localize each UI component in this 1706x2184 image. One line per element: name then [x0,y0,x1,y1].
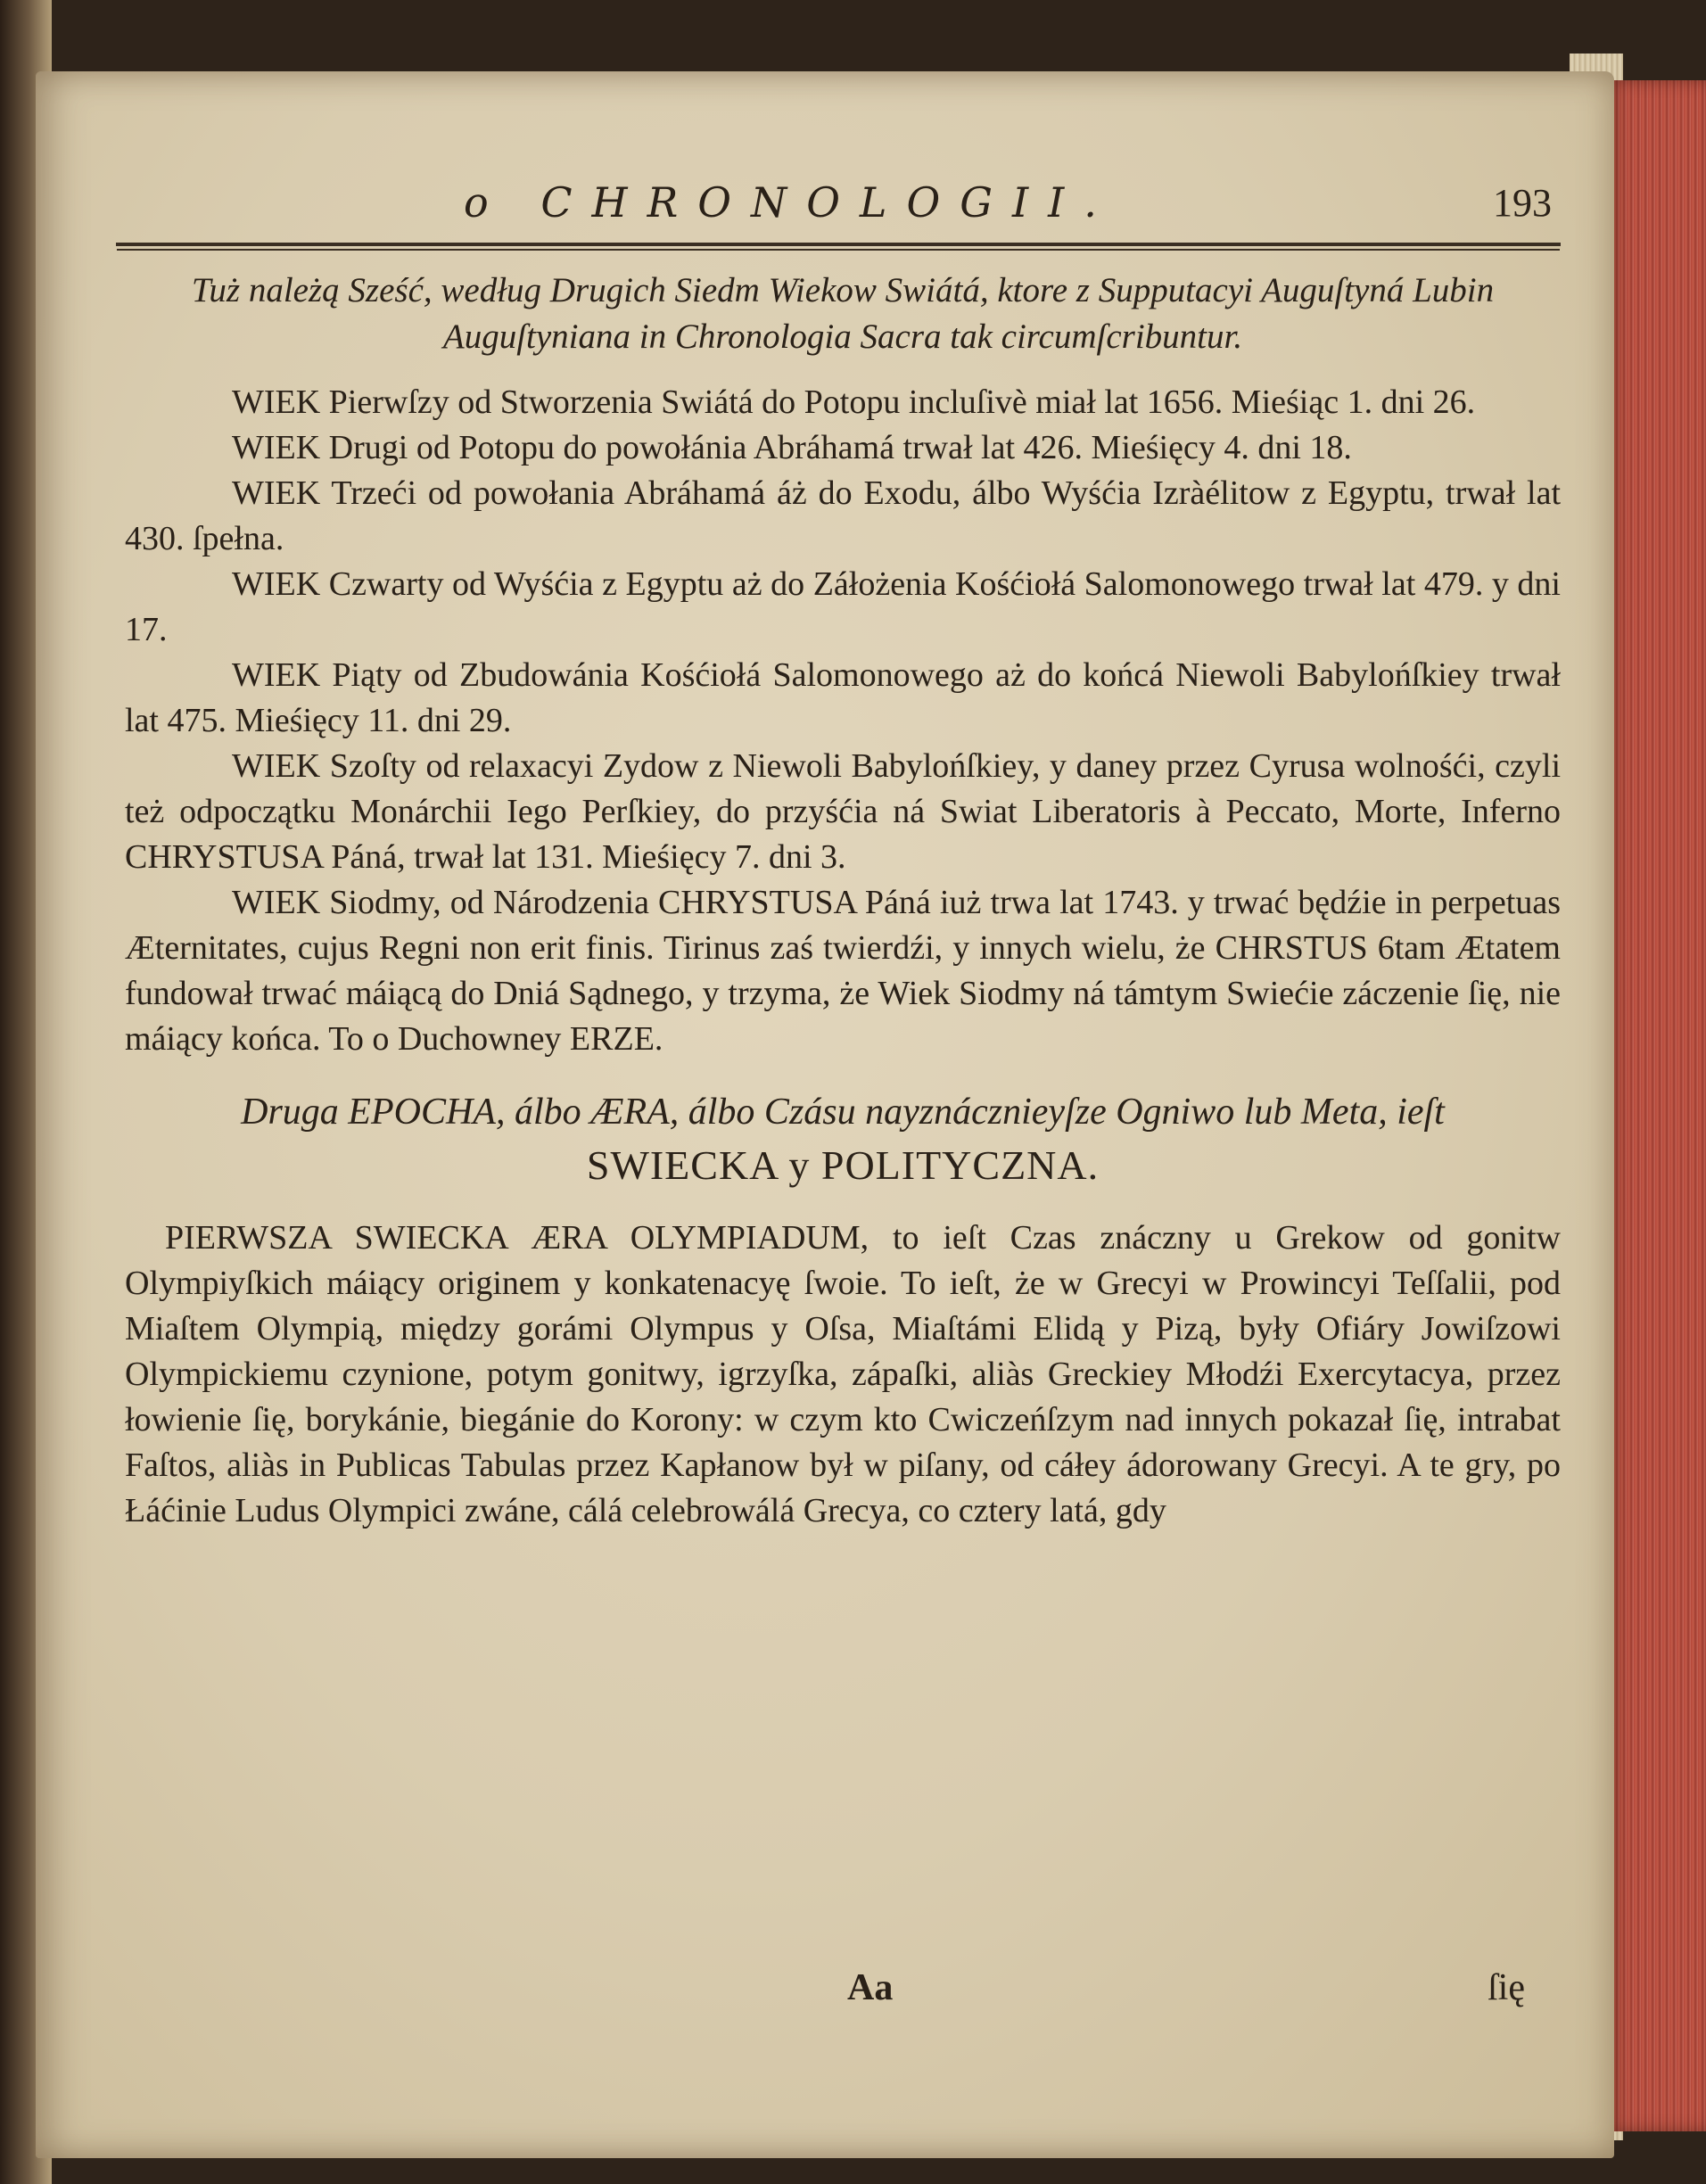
catchword: ſię [1488,1967,1525,2008]
ages-list [125,380,1561,1062]
age-entry-5: WIEK Piąty od Zbudowánia Kośćiołá Salomonowego aż do końcá Niewoli Babylońſkiey trwał lat 475. Mieśięcy 11. dni 29. [125,656,1561,739]
running-title: o CHRONOLOGII. [464,178,1117,227]
intro-paragraph: Tuż należą Sześć, według Drugich Siedm Wiekow Swiátá, ktore z Supputacyi Auguſtyná Lubin Auguſtyniana in Chronologia Sacra tak circumſcribuntur. [191,271,1495,356]
age-entry-7: WIEK Siodmy, od Národzenia CHRYSTUSA Páná iuż trwa lat 1743. y trwać będźie in perpetuas Æternitates, cujus Regni non erit finis. Tirinus zaś twierdźi, y innych wielu, że CHRSTUS 6tam Ætatem fundował trwać máiącą do Dniá Sądnego, y trzyma, że Wiek Siodmy ná támtym Swiećie záczenie ſię, nie máiący końca. To o Duchowney ERZE. [125,884,1561,1058]
age-entry-6: WIEK Szoſty od relaxacyi Zydow z Niewoli Babylońſkiey, y daney przez Cyrusa wolnośći, czyli też odpoczątku Monárchii Iego Perſkiey, do przyśćia ná Swiat Liberatoris à Peccato, Morte, Inferno CHRYSTUSA Páná, trwał lat 131. Mieśięcy 7. dni 3. [125,747,1561,876]
header-rule [116,243,1561,246]
signature-mark: Aa [847,1967,894,2008]
page-footer [125,1966,1561,2020]
epoch-heading [161,1085,1525,1194]
page-number: 193 [1493,181,1552,225]
age-entry-4: WIEK Czwarty od Wyśćia z Egyptu aż do Záłożenia Kośćiołá Salomonowego trwał lat 479. y dni 17. [125,565,1561,648]
age-entry-1: WIEK Pierwſzy od Stworzenia Swiátá do Potopu incluſivè miał lat 1656. Mieśiąc 1. dni 26. [232,383,1476,421]
red-fore-edge [1605,80,1706,2131]
age-entry-3: WIEK Trzeći od powołania Abráhamá áż do Exodu, álbo Wyśćia Izràélitow z Egyptu, trwał lat 430. ſpełna. [125,474,1561,557]
epoch-heading-italic: Druga EPOCHA, álbo ÆRA, álbo Czásu nayznácznieyſze Ogniwo lub Meta, ieſt [241,1092,1445,1133]
page-header [464,178,1552,241]
age-entry-2: WIEK Drugi od Potopu do powołánia Abráhamá trwał lat 426. Mieśięcy 4. dni 18. [232,429,1352,466]
body-text [125,268,1561,1534]
epoch-heading-roman: SWIECKA y POLITYCZNA. [586,1142,1100,1188]
olympiad-era-paragraph: PIERWSZA SWIECKA ÆRA OLYMPIADUM, to ieſt Czas znáczny u Grekow od gonitw Olympiyſkich máiący originem y konkatenacyę ſwoie. To ieſt, że w Grecyi w Prowincyi Teſſalii, pod Miaſtem Olympią, między gorámi Olympus y Oſsa, Miaſtámi Elidą y Pizą, były Ofiáry Jowiſzowi Olympickiemu czynione, potym gonitwy, igrzyſka, zápaſki, aliàs Greckiey Młodźi Exercytacya, przez łowienie ſię, borykánie, biegánie do Korony: w czym kto Cwiczeńſzym nad innych pokazał ſię, intrabat Faſtos, aliàs in Publicas Tabulas przez Kapłanow był w piſany, od cáłey ádorowany Grecyi. A te gry, po Łáćinie Ludus Olympici zwáne, cálá celebrowálá Grecya, co cztery latá, gdy [125,1219,1561,1529]
